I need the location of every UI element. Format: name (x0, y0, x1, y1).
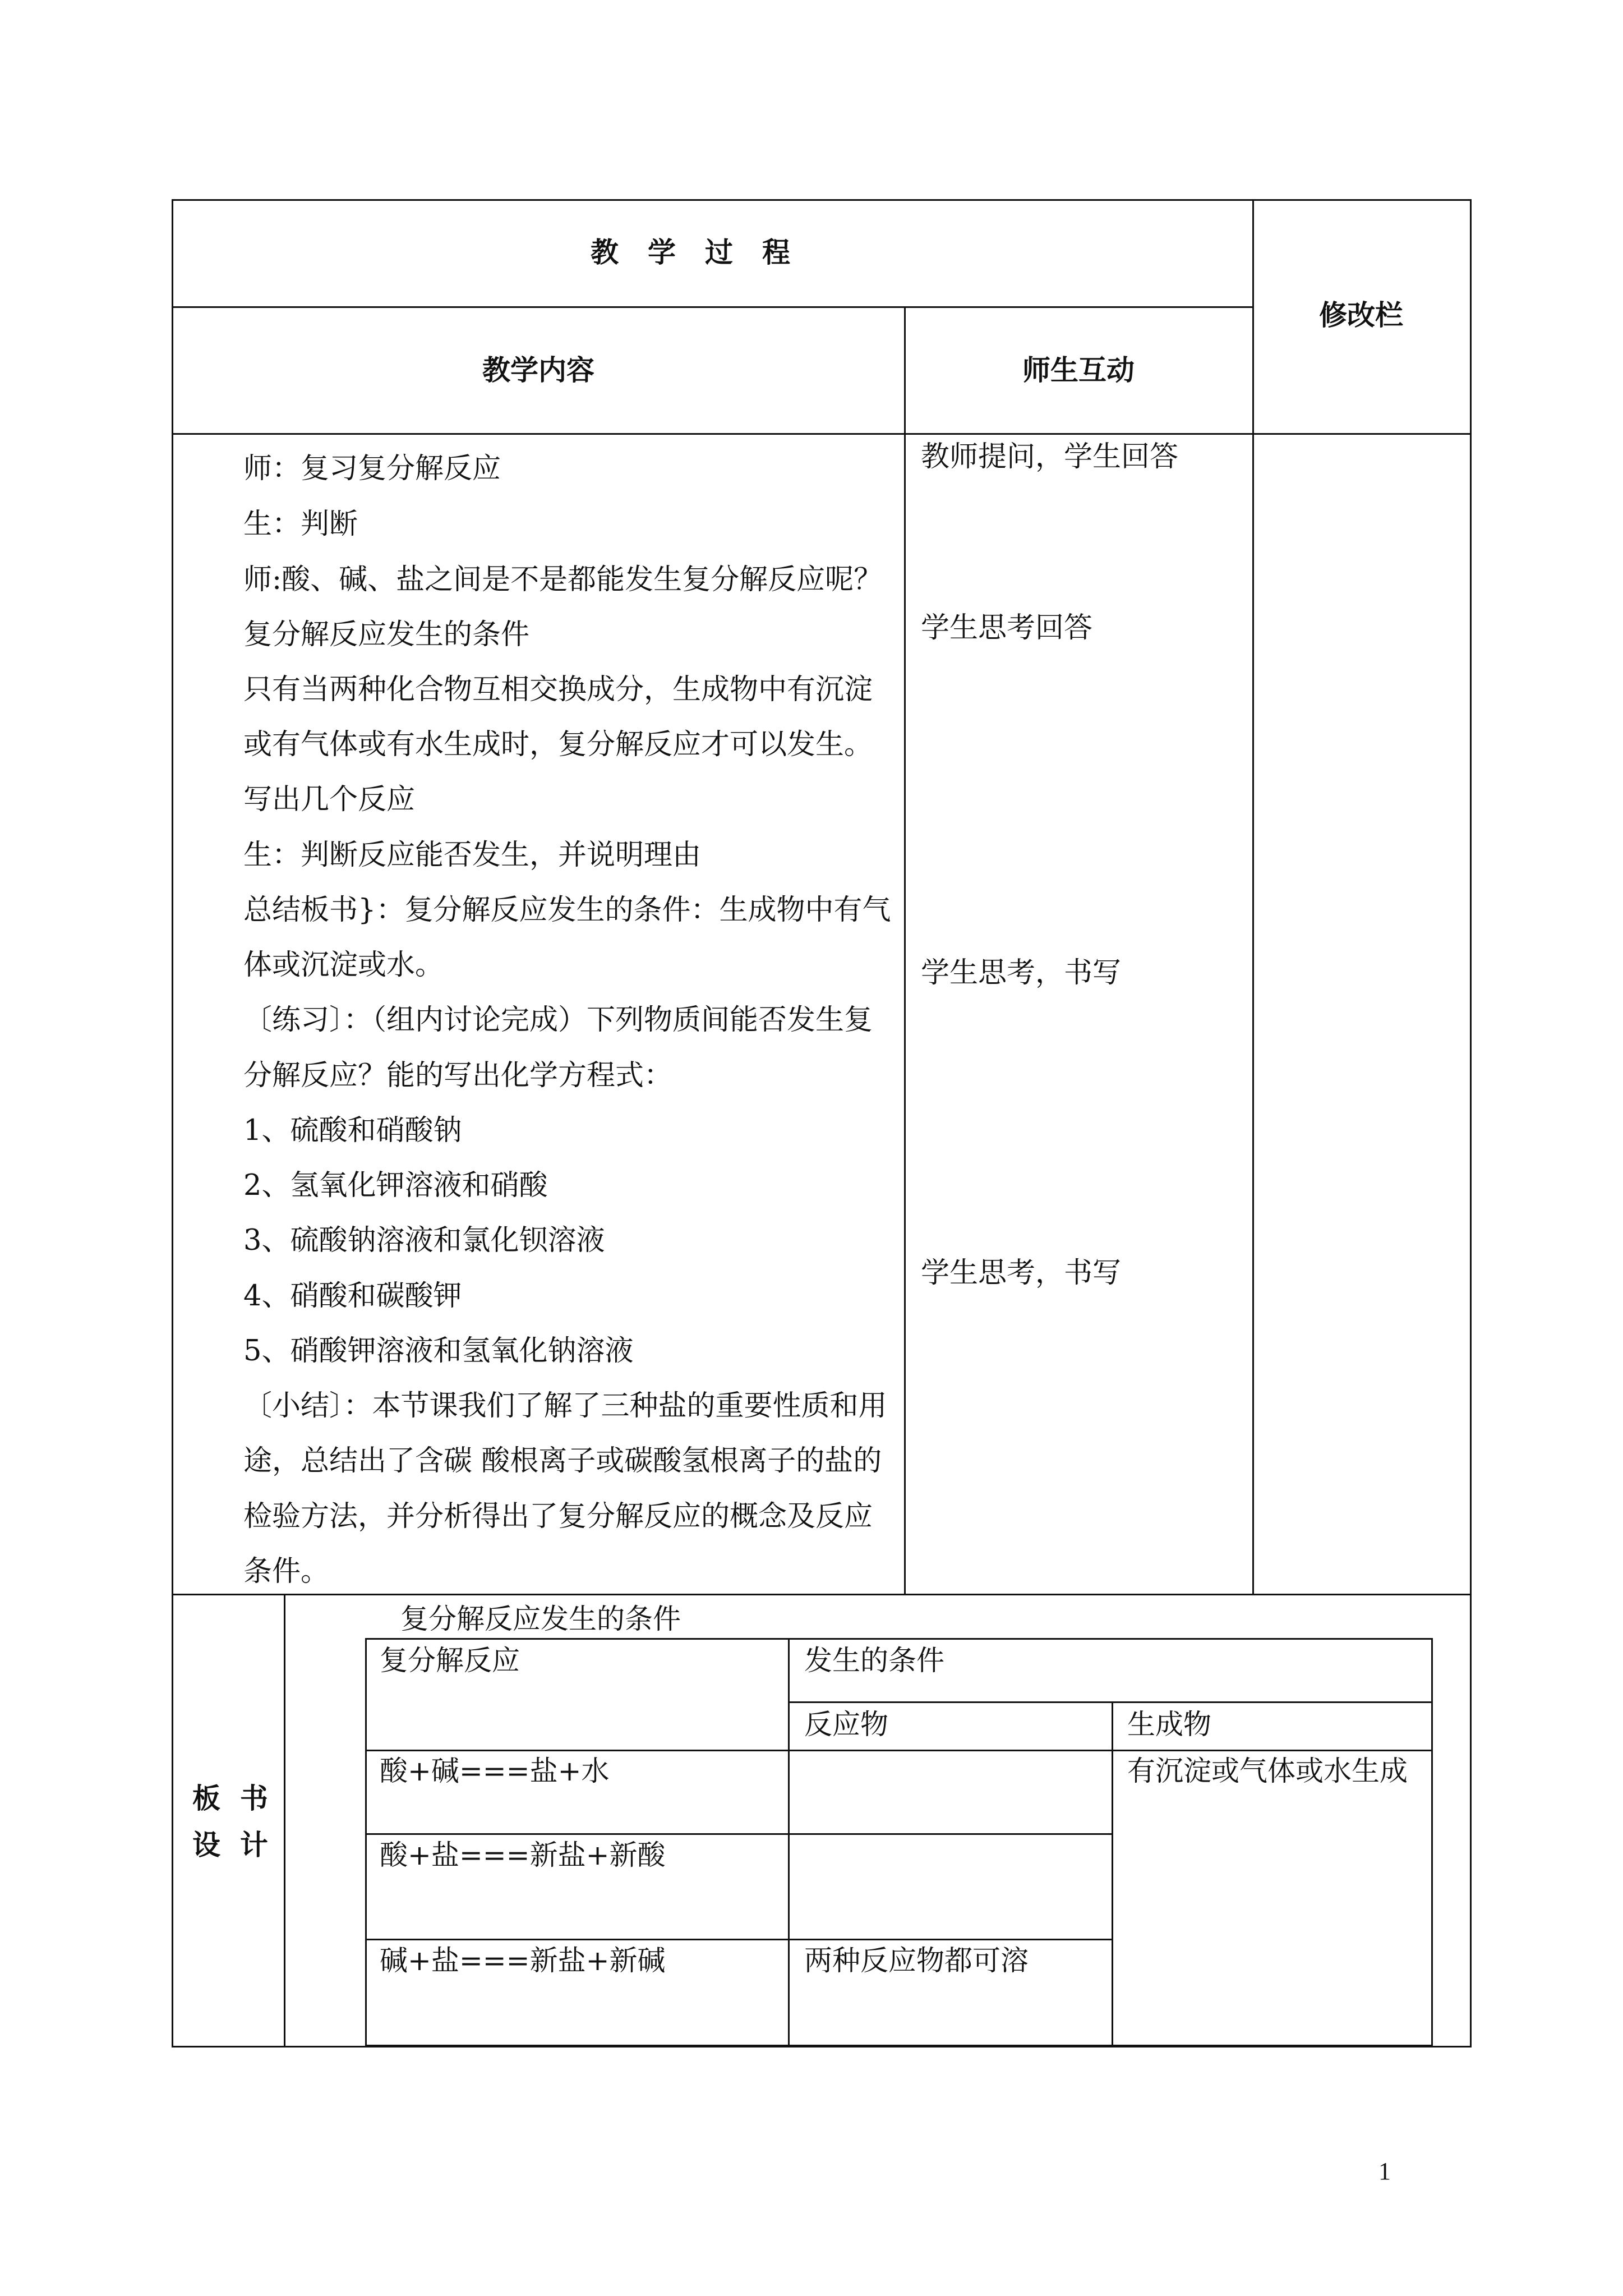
content-line: 师:酸、碱、盐之间是不是都能发生复分解反应呢？ (243, 563, 883, 596)
row-divider-title (172, 306, 1253, 308)
content-line: 只有当两种化合物互相交换成分，生成物中有沉淀 (243, 673, 873, 706)
revision-column-header: 修改栏 (1319, 299, 1403, 332)
content-line: 生：判断 (243, 508, 358, 541)
page-number: 1 (1378, 2157, 1391, 2185)
interaction-note: 学生思考回答 (921, 611, 1093, 645)
row-divider-board (172, 1594, 1472, 1595)
content-line: 1、硫酸和硝酸钠 (243, 1114, 462, 1147)
content-line: 5、硝酸钾溶液和氢氧化钠溶液 (243, 1335, 634, 1368)
interaction-note: 教师提问，学生回答 (921, 440, 1179, 473)
content-line: 体或沉淀或水。 (243, 949, 444, 982)
content-line: 复分解反应发生的条件 (243, 618, 530, 651)
content-line: 条件。 (243, 1555, 330, 1588)
reaction-row: 酸+盐===新盐+新酸 (380, 1839, 666, 1871)
content-line: 〔练习〕：（组内讨论完成）下列物质间能否发生复 (243, 1004, 873, 1037)
reaction-row: 酸+碱===盐+水 (380, 1755, 610, 1787)
interaction-column-header: 师生互动 (1022, 354, 1135, 386)
reaction-row: 碱+盐===新盐+新碱 (380, 1944, 666, 1977)
content-line: 检验方法，并分析得出了复分解反应的概念及反应 (243, 1500, 873, 1533)
content-column-header: 教学内容 (482, 354, 594, 386)
content-line: 2、氢氧化钾溶液和硝酸 (243, 1169, 548, 1202)
reactants-column-header: 反应物 (804, 1708, 888, 1741)
content-line: 3、硫酸钠溶液和氯化钡溶液 (243, 1224, 605, 1257)
content-line: 生：判断反应能否发生，并说明理由 (243, 839, 702, 872)
reactants-cell: 两种反应物都可溶 (804, 1944, 1029, 1977)
board-design-label-line2: 设 计 (192, 1829, 268, 1861)
table-title: 教学过程 (591, 236, 819, 269)
content-line: 师：复习复分解反应 (243, 452, 501, 485)
content-line: 途，总结出了含碳 酸根离子或碳酸氢根离子的盐的 (243, 1444, 882, 1478)
inner-row-divider-4 (365, 1939, 1113, 1940)
condition-column-header: 发生的条件 (804, 1644, 944, 1677)
content-line: 〔小结〕：本节课我们了解了三种盐的重要性质和用 (243, 1389, 887, 1423)
col-divider-interaction (904, 306, 906, 1595)
inner-row-divider-2 (365, 1750, 1433, 1751)
inner-row-divider-3 (365, 1833, 1113, 1835)
products-column-header: 生成物 (1127, 1708, 1211, 1741)
board-design-label-line1: 板 书 (192, 1782, 268, 1815)
col-divider-board-label (284, 1594, 285, 2047)
content-line: 写出几个反应 (243, 783, 416, 816)
col-divider-revision (1252, 199, 1254, 1595)
content-line: 分解反应？能的写出化学方程式： (243, 1059, 673, 1092)
content-line: 4、硝酸和碳酸钾 (243, 1280, 462, 1313)
content-line: 总结板书}：复分解反应发生的条件：生成物中有气 (243, 894, 891, 927)
board-design-caption: 复分解反应发生的条件 (400, 1603, 681, 1635)
inner-row-divider-1 (788, 1701, 1433, 1703)
inner-col-divider-2 (1112, 1701, 1113, 2046)
products-note: 有沉淀或气体或水生成 (1127, 1755, 1408, 1787)
inner-col-divider-1 (788, 1638, 790, 2046)
interaction-note: 学生思考，书写 (921, 956, 1122, 990)
reaction-column-header: 复分解反应 (380, 1644, 520, 1677)
interaction-note: 学生思考，书写 (921, 1257, 1122, 1290)
content-line: 或有气体或有水生成时，复分解反应才可以发生。 (243, 728, 873, 761)
row-divider-header (172, 433, 1472, 435)
